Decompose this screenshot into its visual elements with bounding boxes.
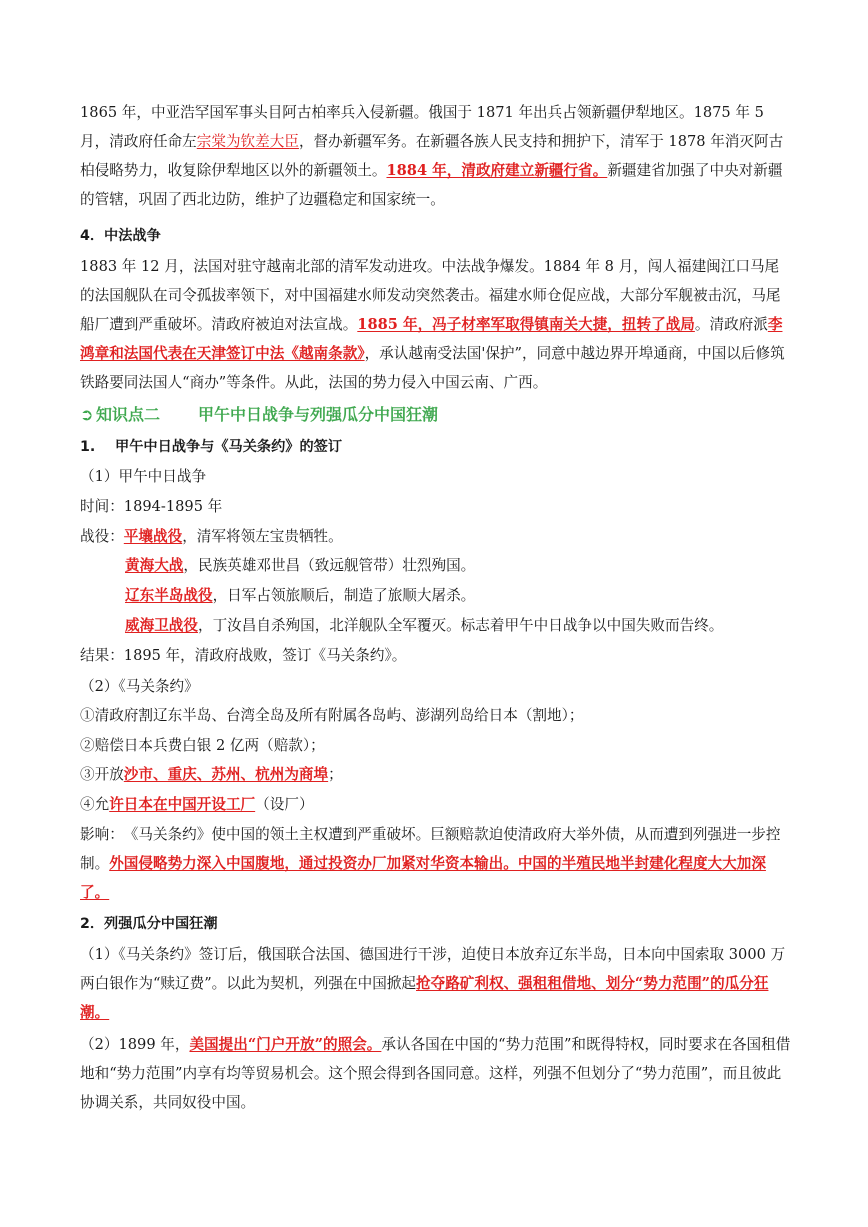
heading-sino-french-war: 4．中法战争	[80, 228, 161, 244]
time-line: 时间：1894-1895 年	[80, 498, 223, 515]
section-title: 甲午中日战争与列强瓜分中国狂潮	[198, 405, 439, 424]
treaty-term: ①清政府割辽东半岛、台湾全岛及所有附属各岛屿、澎湖列岛给日本（割地）；	[80, 707, 584, 724]
highlight: 美国提出“门户开放”的照会。	[189, 1036, 382, 1053]
treaty-term: ②赔偿日本兵费白银 2 亿两（赔款）；	[80, 737, 325, 754]
text: ，督办新疆军务。在新疆各族人民支持和拥护下，清军于 1878 年消灭阿古柏侵略势力，收复除伊犁地区以外的新疆领土。	[80, 133, 784, 179]
text: （设厂）	[255, 796, 314, 813]
highlight: 沙市、重庆、苏州、杭州为商埠	[123, 766, 329, 783]
battle-name: 威海卫战役	[125, 617, 198, 634]
text: 影响： 《马关条约》使中国的领土主权遭到严重破坏。巨额赔款迫使清政府大举外债，从而遭到列强进一步控制。	[80, 826, 781, 872]
text: ；	[328, 766, 343, 783]
battle-item	[125, 586, 837, 606]
battle-desc: ，民族英雄邓世昌（致远舰管带）壮烈殉国。	[183, 557, 476, 574]
highlight: 李鸿章和法国代表在天津签订中法《越南条款》	[80, 316, 783, 362]
treaty-term	[80, 765, 792, 785]
battle-name: 黄海大战	[125, 557, 184, 574]
subheading-treaty: （2）《马关条约》	[80, 678, 199, 695]
highlight: 1885 年，冯子材率军取得镇南关大捷，扭转了战局	[357, 316, 695, 333]
battle-name: 平壤战役	[123, 528, 183, 545]
sino-french-paragraph	[80, 252, 792, 397]
text: ，承认越南受法国'保护”，同意中越边界开埠通商，中国以后修筑铁路要同法国人“商办”等条件。从此，法国的势力侵入中国云南、广西。	[80, 345, 785, 391]
text: ④允	[80, 796, 110, 813]
battle-item	[125, 616, 837, 636]
battle-desc: ，丁汝昌自杀殉国，北洋舰队全军覆灭。标志着甲午中日战争以中国失败而告终。	[197, 617, 724, 634]
impact-paragraph	[80, 820, 792, 907]
text: 承认各国在中国的“势力范围”和既得特权，同时要求在各国租借地和“势力范围”内享有均等贸易机会。这个照会得到各国同意。这样，列强不但划分了“势力范围”，而且彼此协调关系，共同奴役中国。	[80, 1036, 791, 1111]
highlight: 抢夺路矿利权、强租租借地、划分“势力范围”的瓜分狂潮。	[80, 975, 769, 1021]
text: 1865 年，中亚浩罕国军事头目阿古柏率兵入侵新疆。俄国于 1871 年出兵占领新疆伊犁地区。1875 年 5 月，清政府任命左	[80, 104, 764, 150]
highlight: 许日本在中国开设工厂	[109, 796, 256, 813]
xinjiang-paragraph	[80, 98, 792, 214]
battle-desc: ，日军占领旅顺后，制造了旅顺大屠杀。	[212, 587, 476, 604]
text: （2）1899 年，	[80, 1036, 190, 1053]
text: （1）《马关条约》签订后，俄国联合法国、德国进行干涉，迫使日本放弃辽东半岛，日本向中国索取 3000 万两白银作为“赎辽费”。以此为契机，列强在中国掀起	[80, 946, 786, 992]
treaty-term	[80, 795, 792, 815]
text: 。清政府派	[694, 316, 768, 333]
section-heading	[80, 404, 792, 426]
highlight: 宗棠为钦差大臣	[196, 133, 299, 150]
text: 新疆建省加强了中央对新疆的管辖，巩固了西北边防，维护了边疆稳定和国家统一。	[80, 162, 783, 208]
highlight: 外国侵略势力深入中国腹地，通过投资办厂加紧对华资本输出。中国的半殖民地半封建化程度大大加深了。	[80, 855, 766, 901]
heading-partition: 2．列强瓜分中国狂潮	[80, 916, 218, 932]
subheading-war: （1）甲午中日战争	[80, 468, 207, 485]
open-door-paragraph	[80, 1030, 792, 1117]
battle-name: 辽东半岛战役	[125, 587, 213, 604]
highlight: 1884 年，清政府建立新疆行省。	[386, 162, 608, 179]
heading-jiawu-war: 1. 甲午中日战争与《马关条约》的签订	[80, 439, 343, 455]
battle-item	[125, 556, 837, 576]
battle-prefix: 战役：	[80, 528, 124, 545]
text: 1883 年 12 月，法国对驻守越南北部的清军发动进攻。中法战争爆发。1884 年 8 月，闯人福建闽江口马尾的法国舰队在司令孤拔率领下，对中国福建水师发动突然袭击。福建水师仓促应战，大部分军舰被击沉，马尾船厂遭到严重破坏。清政府被迫对法宣战。	[80, 258, 781, 333]
arrow-icon: ➲	[80, 405, 94, 424]
battle-item	[80, 527, 792, 547]
partition-paragraph	[80, 940, 792, 1027]
battle-desc: ，清军将领左宝贵牺牲。	[182, 528, 343, 545]
result-line: 结果：1895 年，清政府战败，签订《马关条约》。	[80, 647, 407, 664]
text: ③开放	[80, 766, 124, 783]
section-label: 知识点二	[96, 405, 161, 424]
